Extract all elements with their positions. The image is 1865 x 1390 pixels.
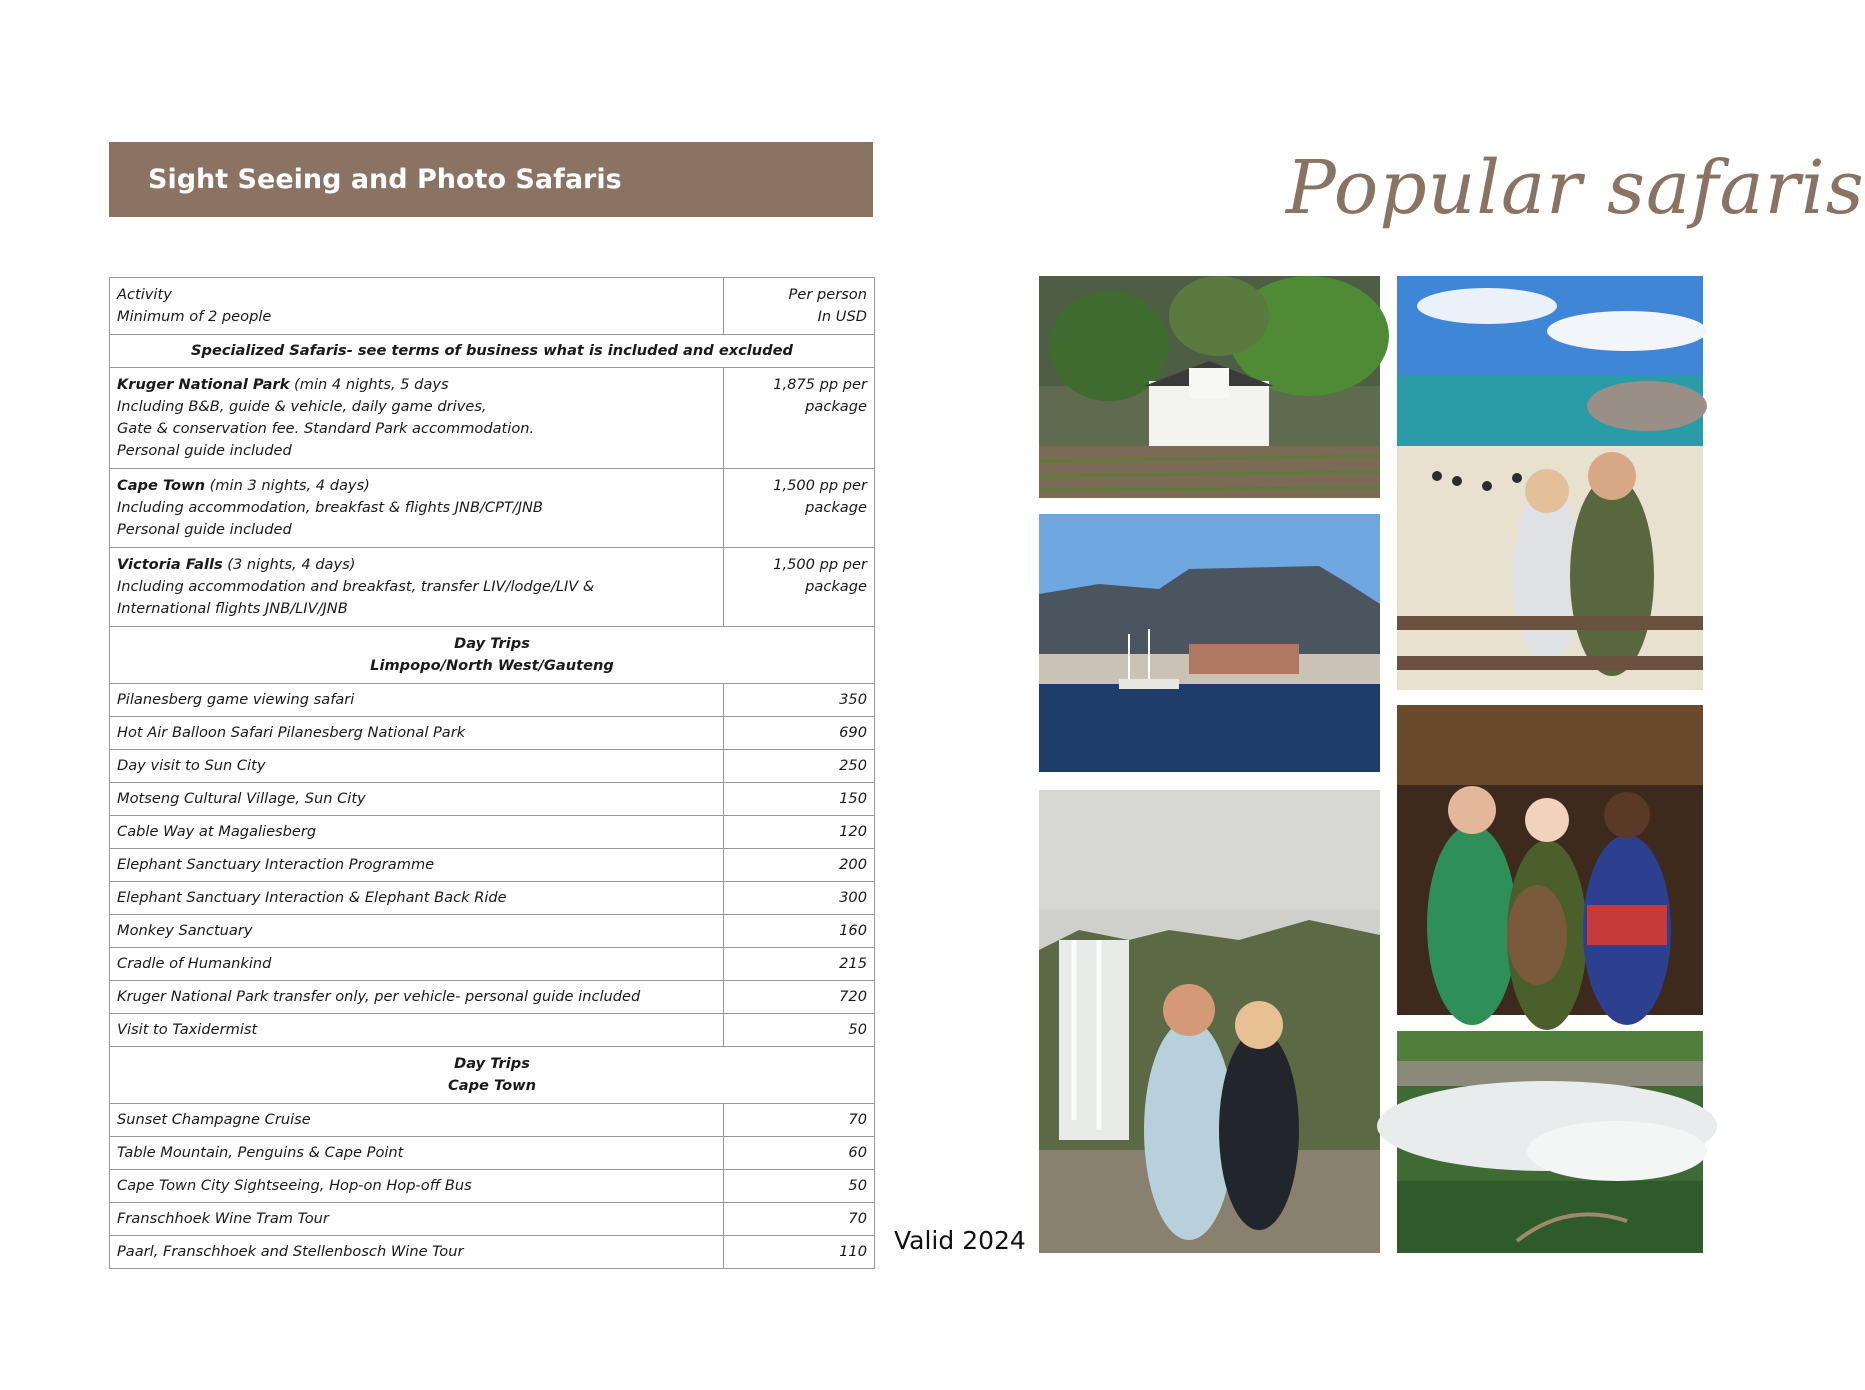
price-cell: 720 bbox=[724, 981, 875, 1014]
package-detail: Personal guide included bbox=[117, 521, 292, 538]
table-row bbox=[110, 548, 875, 627]
daytrips-region: Limpopo/North West/Gauteng bbox=[370, 657, 614, 674]
table-row bbox=[110, 882, 875, 915]
package-detail: Including B&B, guide & vehicle, daily game drives, bbox=[117, 398, 487, 415]
package-duration: (min 4 nights, 5 days bbox=[289, 376, 449, 393]
price-cell: 50 bbox=[724, 1170, 875, 1203]
activity-cell: Elephant Sanctuary Interaction Programme bbox=[110, 849, 724, 882]
price-cell: 160 bbox=[724, 915, 875, 948]
package-detail: Gate & conservation fee. Standard Park accommodation. bbox=[117, 420, 535, 437]
section-heading-row bbox=[110, 335, 875, 368]
waterfront-table-mountain-photo bbox=[1039, 514, 1380, 772]
winelands-manor-photo bbox=[1039, 276, 1380, 498]
table-row bbox=[110, 981, 875, 1014]
package-name: Cape Town bbox=[117, 477, 205, 494]
package-name: Victoria Falls bbox=[117, 556, 223, 573]
table-row bbox=[110, 1104, 875, 1137]
cultural-village-group-photo bbox=[1397, 705, 1703, 1015]
table-row bbox=[110, 1170, 875, 1203]
table-row bbox=[110, 783, 875, 816]
package-price-unit: package bbox=[805, 499, 867, 516]
package-price-unit: package bbox=[805, 398, 867, 415]
table-row bbox=[110, 1203, 875, 1236]
table-row bbox=[110, 368, 875, 469]
activity-cell: Cape Town City Sightseeing, Hop-on Hop-off Bus bbox=[110, 1170, 724, 1203]
table-row bbox=[110, 750, 875, 783]
package-price: 1,500 pp per bbox=[773, 477, 867, 494]
table-row bbox=[110, 849, 875, 882]
price-cell: 70 bbox=[724, 1203, 875, 1236]
specialized-heading: Specialized Safaris- see terms of business what is included and excluded bbox=[110, 335, 875, 368]
section-banner bbox=[109, 142, 873, 217]
package-detail: Personal guide included bbox=[117, 442, 292, 459]
table-header-row bbox=[110, 278, 875, 335]
price-cell: 250 bbox=[724, 750, 875, 783]
price-cell: 60 bbox=[724, 1137, 875, 1170]
package-price: 1,875 pp per bbox=[773, 376, 867, 393]
package-duration: (min 3 nights, 4 days) bbox=[204, 477, 370, 494]
price-cell: 110 bbox=[724, 1236, 875, 1269]
daytrips-heading: Day Trips bbox=[454, 635, 530, 652]
package-detail: International flights JNB/LIV/JNB bbox=[117, 600, 348, 617]
activity-cell: Motseng Cultural Village, Sun City bbox=[110, 783, 724, 816]
activity-cell: Franschhoek Wine Tram Tour bbox=[110, 1203, 724, 1236]
price-cell: 50 bbox=[724, 1014, 875, 1047]
price-cell: 150 bbox=[724, 783, 875, 816]
header-per-person: Per person bbox=[788, 286, 867, 303]
victoria-falls-couple-photo bbox=[1039, 790, 1380, 1253]
header-currency: In USD bbox=[817, 308, 867, 325]
rates-table bbox=[109, 277, 875, 1269]
table-row bbox=[110, 469, 875, 548]
beach-penguins-couple-photo bbox=[1397, 276, 1703, 690]
header-minimum: Minimum of 2 people bbox=[117, 308, 272, 325]
price-cell: 120 bbox=[724, 816, 875, 849]
table-row bbox=[110, 816, 875, 849]
daytrips-region: Cape Town bbox=[448, 1077, 536, 1094]
price-cell: 70 bbox=[724, 1104, 875, 1137]
activity-cell: Paarl, Franschhoek and Stellenbosch Wine Tour bbox=[110, 1236, 724, 1269]
activity-cell: Cradle of Humankind bbox=[110, 948, 724, 981]
header-activity: Activity bbox=[117, 286, 172, 303]
table-row bbox=[110, 717, 875, 750]
activity-cell: Pilanesberg game viewing safari bbox=[110, 684, 724, 717]
package-detail: Including accommodation and breakfast, transfer LIV/lodge/LIV & bbox=[117, 578, 595, 595]
activity-cell: Table Mountain, Penguins & Cape Point bbox=[110, 1137, 724, 1170]
package-price-unit: package bbox=[805, 578, 867, 595]
section-heading-row bbox=[110, 627, 875, 684]
package-name: Kruger National Park bbox=[117, 376, 290, 393]
activity-cell: Day visit to Sun City bbox=[110, 750, 724, 783]
popular-safaris-title: Popular safaris bbox=[1286, 145, 1865, 231]
banner-title: Sight Seeing and Photo Safaris bbox=[148, 164, 622, 195]
activity-cell: Sunset Champagne Cruise bbox=[110, 1104, 724, 1137]
price-cell: 350 bbox=[724, 684, 875, 717]
activity-cell: Elephant Sanctuary Interaction & Elephant Back Ride bbox=[110, 882, 724, 915]
activity-cell: Hot Air Balloon Safari Pilanesberg National Park bbox=[110, 717, 724, 750]
victoria-falls-aerial-photo bbox=[1397, 1031, 1703, 1253]
price-cell: 690 bbox=[724, 717, 875, 750]
activity-cell: Kruger National Park transfer only, per vehicle- personal guide included bbox=[110, 981, 724, 1014]
table-row bbox=[110, 1236, 875, 1269]
package-duration: (3 nights, 4 days) bbox=[222, 556, 356, 573]
valid-year-label: Valid 2024 bbox=[894, 1226, 1026, 1255]
table-row bbox=[110, 915, 875, 948]
price-cell: 215 bbox=[724, 948, 875, 981]
table-row bbox=[110, 684, 875, 717]
section-heading-row bbox=[110, 1047, 875, 1104]
activity-cell: Visit to Taxidermist bbox=[110, 1014, 724, 1047]
activity-cell: Monkey Sanctuary bbox=[110, 915, 724, 948]
price-cell: 200 bbox=[724, 849, 875, 882]
activity-cell: Cable Way at Magaliesberg bbox=[110, 816, 724, 849]
table-row bbox=[110, 1014, 875, 1047]
table-row bbox=[110, 1137, 875, 1170]
package-detail: Including accommodation, breakfast & flights JNB/CPT/JNB bbox=[117, 499, 543, 516]
daytrips-heading: Day Trips bbox=[454, 1055, 530, 1072]
table-row bbox=[110, 948, 875, 981]
price-cell: 300 bbox=[724, 882, 875, 915]
package-price: 1,500 pp per bbox=[773, 556, 867, 573]
